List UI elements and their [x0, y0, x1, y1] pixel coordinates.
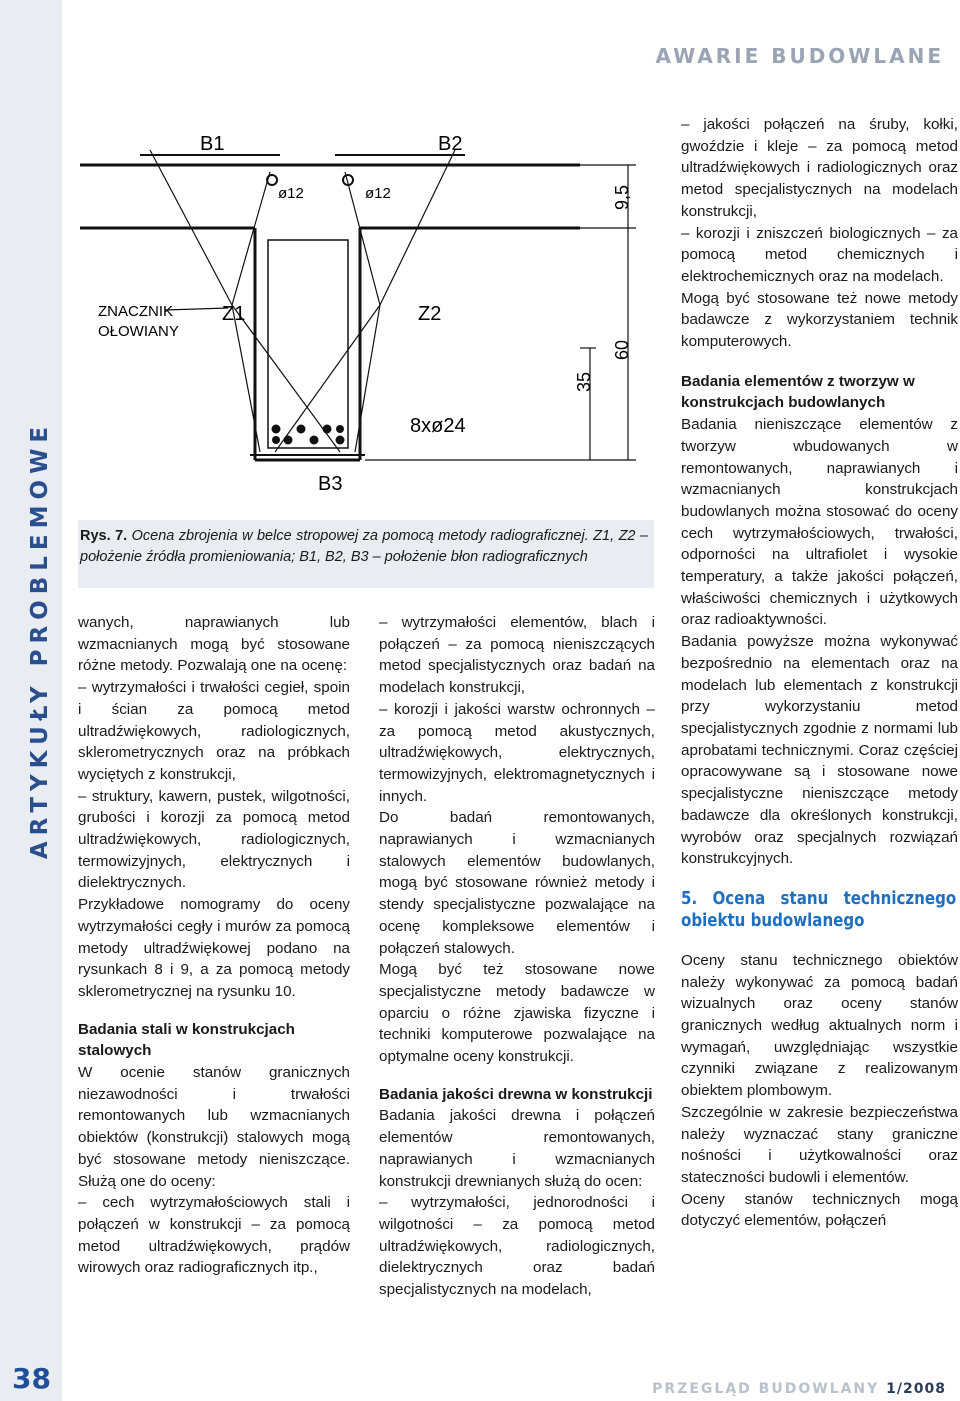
running-header: AWARIE BUDOWLANE — [655, 44, 944, 68]
list-item: – wytrzymałości, jednorodności i wilgotności – za pomocą metod ultradźwiękowych, radiologicznych, dielektrycznych oraz badań specjalistycznych na modelach, — [379, 1194, 655, 1299]
paragraph: Badania powyższe można wykonywać bezpośrednio na elementach oraz na modelach lub elementach z konstrukcji przy wykorzystaniu metod specjalistycznych zgodnie z normami lub aprobatami technicznymi. Coraz częściej opracowywane są i stosowane nowe specjalistyczne nieniszczące metody badawcze dla określonych konstrukcji, wyrobów oraz specjalnych rozwiązań konstrukcyjnych. — [681, 633, 958, 868]
running-footer — [652, 1381, 946, 1397]
paragraph: Oceny stanu technicznego obiektów należy wykonywać za pomocą badań wizualnych oraz oceny stanów granicznych według aktualnych norm i wymagań, uwzględniając wszystkie czynniki związane z realizowanym obiektem plombowym. — [681, 951, 958, 1100]
paragraph: Oceny stanów technicznych mogą dotyczyć elementów, połączeń — [681, 1190, 958, 1230]
page-number: 38 — [12, 1362, 51, 1395]
caption-text: Ocena zbrojenia w belce stropowej za pomocą metody radiograficznej. Z1, Z2 – położenie źródła promieniowania; B1, B2, B3 – położenie błon radiograficznych — [80, 528, 648, 565]
label-b2: B2 — [438, 133, 463, 155]
label-z1: Z1 — [222, 303, 246, 325]
label-phi-left: ø12 — [278, 185, 304, 202]
label-b3: B3 — [318, 473, 343, 495]
label-b1: B1 — [200, 133, 225, 155]
list-item: – cech wytrzymałościowych stali i połączeń w konstrukcji – za pomocą metod ultradźwiękowych, prądów wirowych oraz radiograficznych itp., — [78, 1194, 350, 1277]
list-item: – korozji i jakości warstw ochronnych – za pomocą metod akustycznych, ultradźwiękowych, elektrycznych, termowizyjnych, elektromagnetycznych i innych. — [379, 700, 655, 805]
list-item: – korozji i zniszczeń biologicznych – za pomocą metod chemicznych i elektrochemicznych oraz na modelach. — [681, 224, 958, 285]
figure-caption — [78, 520, 654, 588]
paragraph: Do badań remontowanych, naprawianych i wzmacnianych stalowych elementów budowlanych, mogą być stosowane również metody i stendy specjalistyczne pozwalające na ocenę kompleksowe elementów i połączeń stalowych. — [379, 809, 655, 957]
paragraph: Mogą być też stosowane nowe specjalistyczne metody badawcze w oparciu o różne zjawiska fizyczne i techniki komputerowe pozwalające na optymalne oceny konstrukcji. — [379, 961, 655, 1066]
list-item: – wytrzymałości elementów, blach i połączeń – za pomocą nieniszczących metod specjalistycznych oraz badań na modelach konstrukcji, — [379, 614, 655, 697]
label-z2: Z2 — [418, 303, 442, 325]
list-item: – jakości połączeń na śruby, kołki, gwoździe i kleje – za pomocą metod ultradźwiękowych i radiologicznych oraz metod specjalistycznych na modelach konstrukcji, — [681, 116, 958, 220]
paragraph: Badania nieniszczące elementów z tworzyw wbudowanych w remontowanych, naprawianych i wzmacnianych konstrukcjach budowlanych można stosować do oceny cech wytrzymałościowych, trwałości, odporności na ultrafiolet i wysokie temperatury, a także jakości połączeń, właściwości chemicznych i użytkowych oraz radioaktywności. — [681, 416, 958, 629]
paragraph: Szczególnie w zakresie bezpieczeństwa należy wyznaczać stany graniczne nośności i użytkowalności oraz stateczności budowli i elementów. — [681, 1103, 958, 1186]
list-item: – struktury, kawern, pustek, wilgotności, grubości i korozji za pomocą metod ultradźwiękowych, radiologicznych, termowizyjnych, elektrycznych i dielektrycznych. — [78, 787, 350, 892]
section-label: ARTYKUŁY PROBLEMOWE — [27, 420, 53, 860]
paragraph: Mogą być stosowane też nowe metody badawcze z wykorzystaniem technik komputerowych. — [681, 289, 958, 351]
issue-number: 1/2008 — [886, 1381, 946, 1397]
dimension-lines — [365, 165, 636, 460]
marker-arrow — [165, 308, 228, 310]
stirrup — [268, 240, 348, 448]
chapter-heading: 5. Ocena stanu technicznego obiektu budowlanego — [681, 888, 957, 931]
section-heading: Badania stali w konstrukcjach stalowych — [78, 1020, 295, 1060]
label-dim-total: 60 — [612, 339, 632, 360]
column-1 — [78, 612, 350, 1279]
paragraph: Przykładowe nomogramy do oceny wytrzymałości cegły i murów za pomocą metody ultradźwiękowej podano na rysunkach 8 i 9, a za pomocą metody sklerometrycznej na rysunku 10. — [78, 896, 350, 1000]
label-marker-2: OŁOWIANY — [98, 323, 179, 340]
section-heading: Badania jakości drewna w konstrukcji — [379, 1085, 653, 1103]
section-heading: Badania elementów z tworzyw w konstrukcjach budowlanych — [681, 372, 915, 412]
paragraph: Badania jakości drewna i połączeń elementów remontowanych, naprawianych i wzmacnianych konstrukcji drewnianych służą do ocen: — [379, 1107, 655, 1190]
column-2 — [379, 612, 655, 1301]
beam-cross-section-figure — [80, 110, 650, 510]
column-3 — [681, 114, 958, 1232]
label-bars: 8xø24 — [410, 415, 466, 437]
caption-label: Rys. 7. — [80, 528, 128, 544]
publication-name: PRZEGLĄD BUDOWLANY — [652, 1381, 880, 1397]
label-marker-1: ZNACZNIK — [98, 303, 173, 320]
sidebar-band — [0, 0, 62, 1401]
list-item: – wytrzymałości i trwałości cegieł, spoin i ścian za pomocą metod ultradźwiękowych, radiologicznych, sklerometrycznych oraz na próbkach wyciętych z konstrukcji, — [78, 679, 350, 783]
label-phi-right: ø12 — [365, 185, 391, 202]
paragraph: wanych, naprawianych lub wzmacnianych mogą być stosowane różne metody. Pozwalają one na ocenę: — [78, 614, 350, 675]
paragraph: W ocenie stanów granicznych niezawodności i trwałości remontowanych lub wzmacnianych obiektów (konstrukcji) stalowych mogą być stosowane metody nieniszczące. Służą one do oceny: — [78, 1064, 350, 1190]
label-dim-slab: 9,5 — [612, 184, 632, 210]
label-dim-web: 35 — [574, 371, 594, 392]
